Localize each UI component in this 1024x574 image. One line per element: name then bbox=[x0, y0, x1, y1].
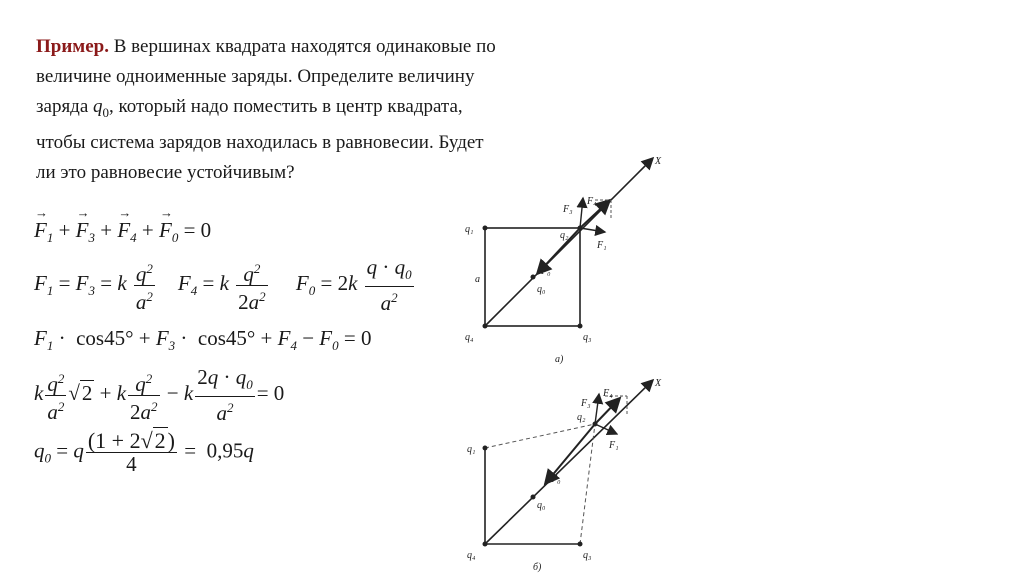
problem-statement: Пример. В вершинах квадрата находятся одинаковые по величине одноименные заряды. Определите величину заряда $q_0$, который надо поместить в центр квадрата, чтобы система зарядов находилась в равновесии. Будет ли это равновесие устойчивым? bbox=[36, 36, 496, 183]
svg-text:q₄: q₄ bbox=[465, 332, 474, 343]
equation-vector-sum: → $F_1$ + → $F_3$ + → $F_4$ + → $F_0 = 0$ bbox=[34, 218, 211, 246]
svg-text:q₂: q₂ bbox=[560, 230, 569, 241]
svg-text:F₁: F₁ bbox=[597, 240, 607, 251]
svg-text:F₃: F₃ bbox=[581, 398, 591, 409]
problem-line-4: чтобы система зарядов находилась в равновесии. Будет bbox=[36, 131, 484, 153]
equation-result: $q_0 = q$ $\frac{(1 + 2√2)}{4}$ = 0,95q bbox=[34, 428, 254, 476]
svg-text:q₃: q₃ bbox=[583, 332, 592, 343]
svg-text:q₀: q₀ bbox=[537, 284, 546, 295]
diagram-a bbox=[455, 150, 685, 365]
svg-text:X: X bbox=[655, 378, 662, 389]
svg-text:F₀: F₀ bbox=[551, 474, 561, 485]
caption-b: б) bbox=[533, 562, 542, 573]
svg-text:q₀: q₀ bbox=[537, 500, 546, 511]
svg-text:X: X bbox=[655, 156, 662, 167]
svg-text:q₄: q₄ bbox=[467, 550, 476, 561]
caption-a: а) bbox=[555, 354, 564, 365]
problem-lead: Пример. bbox=[36, 36, 109, 57]
svg-text:F₃: F₃ bbox=[563, 204, 573, 215]
svg-text:F₄: F₄ bbox=[603, 388, 613, 399]
svg-text:a: a bbox=[475, 274, 480, 285]
svg-text:F₄: F₄ bbox=[587, 196, 597, 207]
equation-substituted: k $\frac{q^2}{a^2}$ √2 + k $\frac{q^2}{2a^2}$ − k $\frac{2q \cdot q_0}{a^2}$ = 0 bbox=[34, 365, 285, 426]
problem-line-2: величине одноименные заряды. Определите величину bbox=[36, 66, 475, 87]
svg-text:F₁: F₁ bbox=[609, 440, 619, 451]
problem-line-3b: , который надо поместить в центр квадрата, bbox=[109, 96, 463, 117]
svg-text:q₁: q₁ bbox=[465, 224, 474, 235]
svg-text:q₁: q₁ bbox=[467, 444, 476, 455]
diagram-b bbox=[455, 372, 685, 574]
svg-text:q₃: q₃ bbox=[583, 550, 592, 561]
equation-projection: $F_1 \cdot \cos 45^\circ + F_3 \cdot \cos 45^\circ + F_4 - F_0 = 0$ bbox=[34, 326, 372, 354]
svg-text:q₂: q₂ bbox=[577, 412, 586, 423]
problem-line-5: ли это равновесие устойчивым? bbox=[36, 161, 295, 183]
svg-text:F₀: F₀ bbox=[541, 266, 551, 277]
equation-forces: $F_1 = F_3 = k$ $\frac{q^2}{a^2}$ $F_4 = k$ $\frac{q^2}{2a^2}$ $F_0 = 2k$ $\frac{q \cdot q_0}{a^2}$ bbox=[34, 255, 412, 316]
problem-line-3a: заряда bbox=[36, 96, 94, 117]
problem-line-1: В вершинах квадрата находятся одинаковые по bbox=[113, 36, 496, 57]
